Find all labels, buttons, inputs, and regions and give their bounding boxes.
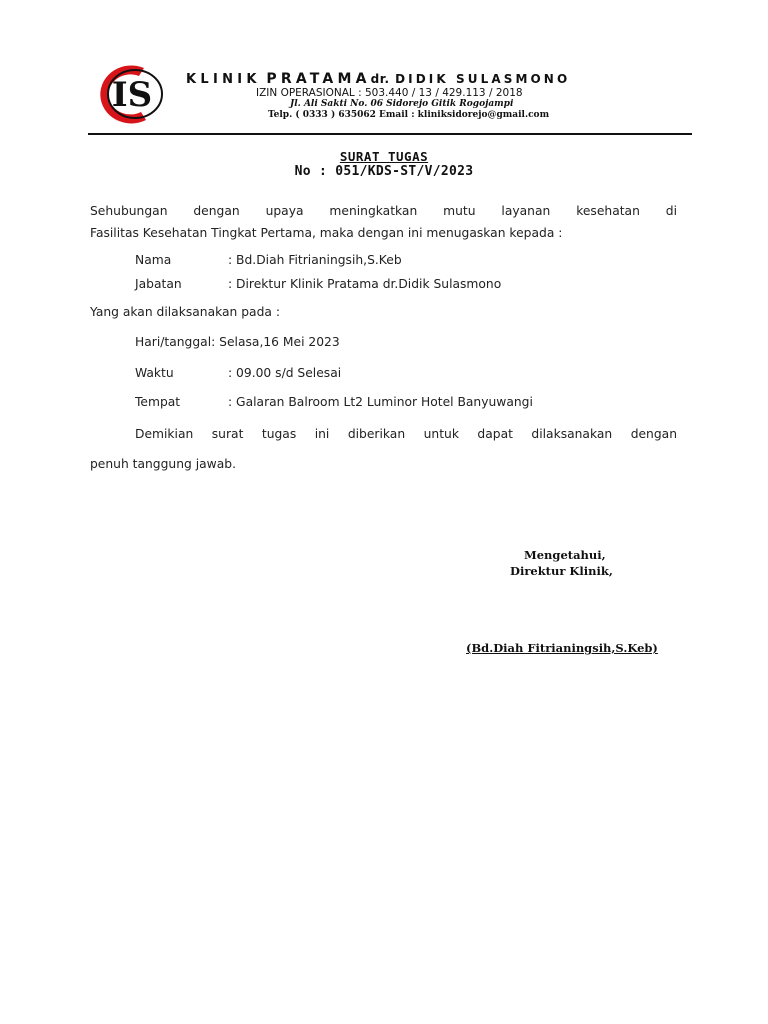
day-value: Selasa,16 Mei 2023: [215, 335, 340, 349]
signature-role: Direktur Klinik,: [510, 564, 613, 578]
clinic-name: [186, 68, 570, 87]
clinic-address: Jl. Ali Sakti No. 06 Sidorejo Gitik Rogojampi: [290, 99, 514, 109]
time-label: Waktu: [135, 366, 174, 380]
name-value: : Bd.Diah Fitrianingsih,S.Keb: [228, 253, 402, 267]
clinic-name-dr: dr.: [370, 72, 390, 86]
signature-name: (Bd.Diah Fitrianingsih,S.Keb): [466, 641, 658, 655]
letterhead-divider: [88, 133, 692, 135]
name-label: Nama: [135, 253, 172, 267]
day-label: Hari/tanggal:: [135, 335, 216, 349]
closing-line-2: penuh tanggung jawab.: [90, 457, 236, 471]
assignee-position-row: [135, 277, 501, 291]
position-value: : Direktur Klinik Pratama dr.Didik Sulasmono: [228, 277, 502, 291]
implementation-intro: Yang akan dilaksanakan pada :: [90, 305, 280, 319]
schedule-time-row: [135, 366, 341, 380]
operational-permit: IZIN OPERASIONAL : 503.440 / 13 / 429.113 / 2018: [256, 87, 523, 99]
assignee-name-row: [135, 253, 402, 267]
intro-line-2: Fasilitas Kesehatan Tingkat Pertama, maka dengan ini menugaskan kepada :: [90, 226, 563, 240]
closing-paragraph: [90, 425, 677, 473]
place-label: Tempat: [135, 395, 181, 409]
position-label: Jabatan: [135, 277, 182, 291]
clinic-name-pratama: PRATAMA: [266, 71, 371, 87]
time-value: : 09.00 s/d Selesai: [228, 366, 342, 380]
document-number: No : 051/KDS-ST/V/2023: [294, 164, 474, 179]
clinic-contact: Telp. ( 0333 ) 635062 Email : kliniksidorejo@gmail.com: [268, 110, 550, 120]
signature-acknowledged: Mengetahui,: [524, 548, 606, 562]
schedule-day-row: [135, 335, 340, 349]
intro-paragraph: [90, 200, 677, 244]
clinic-logo: [86, 62, 172, 126]
closing-line-1: Demikian surat tugas ini diberikan untuk dapat dilaksanakan dengan: [135, 427, 677, 441]
intro-line-1: Sehubungan dengan upaya meningkatkan mutu layanan kesehatan di: [90, 204, 677, 218]
clinic-name-klinik: KLINIK: [186, 72, 261, 87]
svg-text:IS: IS: [111, 75, 153, 115]
place-value: : Galaran Balroom Lt2 Luminor Hotel Banyuwangi: [228, 395, 533, 409]
schedule-place-row: [135, 395, 533, 409]
document-title: SURAT TUGAS: [339, 149, 429, 164]
clinic-name-doctor: DIDIK SULASMONO: [395, 72, 571, 86]
